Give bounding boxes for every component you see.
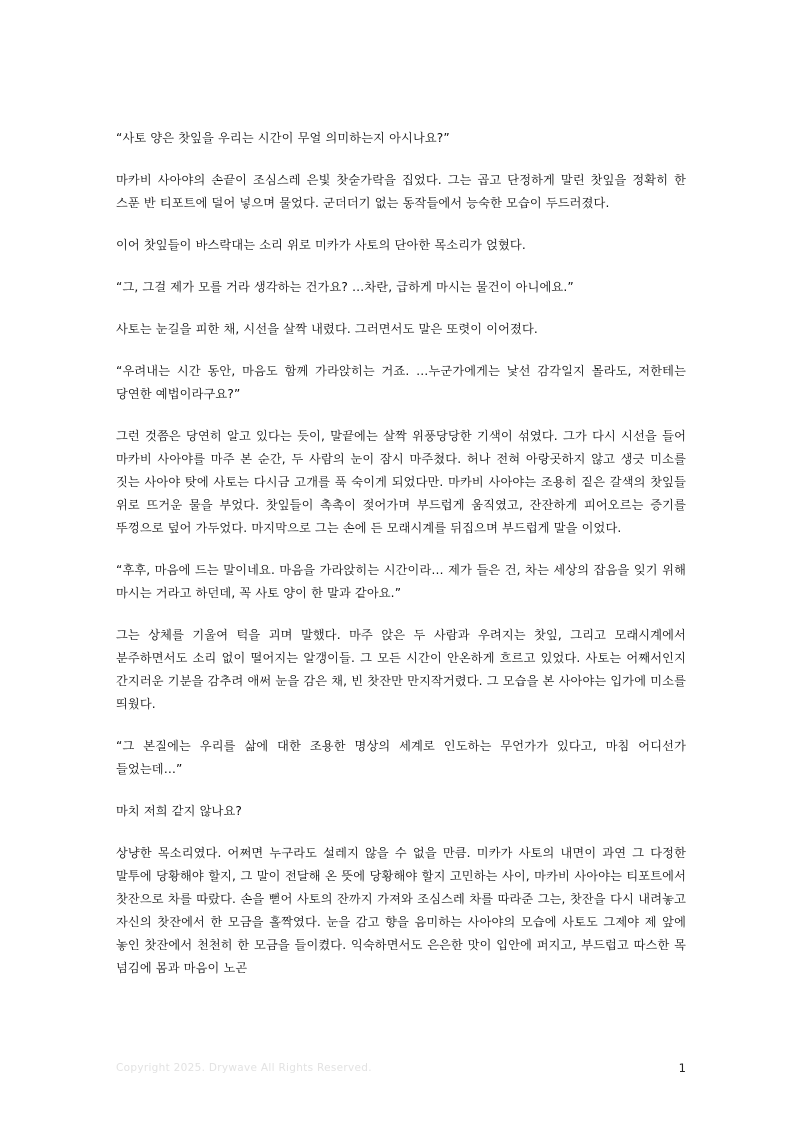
paragraph-7: 그런 것쯤은 당연히 알고 있다는 듯이, 말끝에는 살짝 위풍당당한 기색이 섞였다. 그가 다시 시선을 들어 마카비 사아야를 마주 본 순간, 두 사람의 눈이 잠시 마주쳤다. 허나 전혀 아랑곳하지 않고 생긋 미소를 짓는 사아야 탓에 사토는 다시금 고개를 푹 숙이게 되었다만. 마카비 사아야는 조용히 짙은 갈색의 찻잎들 위로 뜨거운 물을 부었다. 찻잎들이 촉촉이 젖어가며 부드럽게 움직였고, 잔잔하게 피어오르는 증기를 뚜껑으로 덮어 가두었다. 마지막으로 그는 손에 든 모래시계를 뒤집으며 부드럽게 말을 이었다. xyxy=(116,429,686,535)
document-body xyxy=(116,127,686,999)
paragraph-10: “그 본질에는 우리를 삶에 대한 조용한 명상의 세계로 인도하는 무언가가 있다고, 마침 어디선가 들었는데…” xyxy=(116,739,686,776)
paragraph-1: “사토 양은 찻잎을 우리는 시간이 무얼 의미하는지 아시나요?” xyxy=(116,131,450,145)
paragraph-11: 마치 저희 같지 않나요? xyxy=(116,804,242,818)
paragraph-6: “우려내는 시간 동안, 마음도 함께 가라앉히는 거죠. …누군가에게는 낯선 감각일지 몰라도, 저한테는 당연한 예법이라구요?” xyxy=(116,364,686,401)
paragraph-4: “그, 그걸 제가 모를 거라 생각하는 건가요? …차란, 급하게 마시는 물건이 아니에요.” xyxy=(116,280,574,294)
footer-copyright: Copyright 2025. Drywave All Rights Reserved. xyxy=(116,1062,372,1074)
paragraph-3: 이어 찻잎들이 바스락대는 소리 위로 미카가 사토의 단아한 목소리가 얹혔다. xyxy=(116,238,526,252)
paragraph-8: “후후, 마음에 드는 말이네요. 마음을 가라앉히는 시간이라… 제가 들은 건, 차는 세상의 잡음을 잊기 위해 마시는 거라고 하던데, 꼭 사토 양이 한 말과 같아요.” xyxy=(116,563,686,600)
paragraph-9: 그는 상체를 기울여 턱을 괴며 말했다. 마주 앉은 두 사람과 우려지는 찻잎, 그리고 모래시계에서 분주하면서도 소리 없이 떨어지는 알갱이들. 그 모든 시간이 안온하게 흐르고 있었다. 사토는 어째서인지 간지러운 기분을 감추려 애써 눈을 감은 채, 빈 찻잔만 만지작거렸다. 그 모습을 본 사아야는 입가에 미소를 띄웠다. xyxy=(116,628,686,711)
paragraph-5: 사토는 눈길을 피한 채, 시선을 살짝 내렸다. 그러면서도 말은 또렷이 이어졌다. xyxy=(116,322,538,336)
paragraph-2: 마카비 사아야의 손끝이 조심스레 은빛 찻숟가락을 집었다. 그는 곱고 단정하게 말린 찻잎을 정확히 한 스푼 반 티포트에 덜어 넣으며 물었다. 군더더기 없는 동작들에서 능숙한 모습이 두드러졌다. xyxy=(116,173,686,210)
page-number: 1 xyxy=(678,1061,686,1075)
paragraph-12: 상냥한 목소리였다. 어쩌면 누구라도 설레지 않을 수 없을 만큼. 미카가 사토의 내면이 과연 그 다정한 말투에 당황해야 할지, 그 말이 전달해 온 뜻에 당황해야 할지 고민하는 사이, 마카비 사아야는 티포트에서 찻잔으로 차를 따랐다. 손을 뻗어 사토의 잔까지 가져와 조심스레 차를 따라준 그는, 찻잔을 다시 내려놓고 자신의 찻잔에서 한 모금을 홀짝였다. 눈을 감고 향을 음미하는 사아야의 모습에 사토도 그제야 제 앞에 놓인 찻잔에서 천천히 한 모금을 들이켰다. 익숙하면서도 은은한 맛이 입안에 퍼지고, 부드럽고 따스한 목 넘김에 몸과 마음이 노곤 xyxy=(116,846,686,975)
